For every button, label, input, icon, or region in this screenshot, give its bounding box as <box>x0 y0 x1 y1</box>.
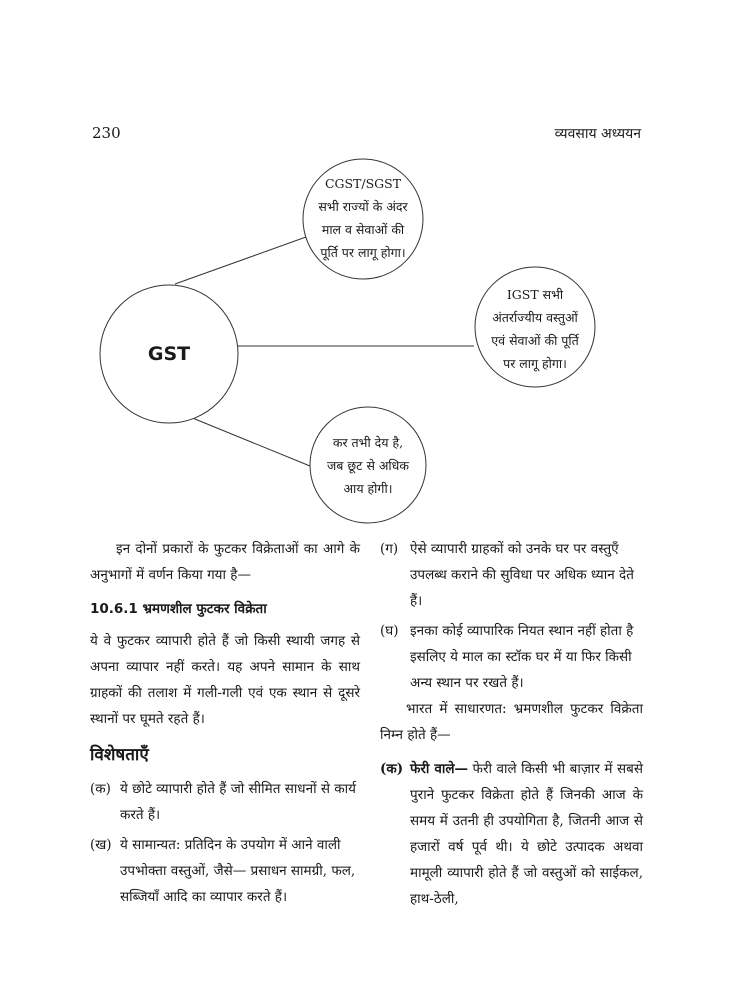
section-heading: 10.6.1 भ्रमणशील फुटकर विक्रेता <box>90 601 267 617</box>
list-text: ये सामान्यत: प्रतिदिन के उपयोग में आने वाली उपभोक्ता वस्तुओं, जैसे— प्रसाधन सामग्री, फल, सब्जियाँ आदि का व्यापार करते हैं। <box>120 837 356 905</box>
list-text: ऐसे व्यापारी ग्राहकों को उनके घर पर वस्तुएँ उपलब्ध कराने की सुविधा पर अधिक ध्यान देते हैं। <box>410 541 634 609</box>
list-marker: (ख) <box>90 837 112 853</box>
list-text: इनका कोई व्यापारिक नियत स्थान नहीं होता है इसलिए ये माल का स्टॉक घर में या फिर किसी अन्य स्थान पर रखते हैं। <box>410 623 634 691</box>
list-marker: (क) <box>380 761 404 777</box>
list-marker: (घ) <box>380 623 399 639</box>
section-paragraph: ये वे फुटकर व्यापारी होते हैं जो किसी स्थायी जगह से अपना व्यापार नहीं करते। यह अपने सामान के साथ ग्राहकों की तलाश में गली-गली एवं एक स्थान से दूसरे स्थानों पर घूमते रहते हैं। <box>90 633 360 727</box>
item-label: फेरी वाले— <box>410 761 469 777</box>
page-number: 230 <box>92 124 121 142</box>
connector-top <box>175 237 306 284</box>
list-marker: (क) <box>90 781 111 797</box>
top-circle-text <box>298 172 428 264</box>
top-circle-line: CGST/SGST <box>324 176 402 191</box>
list-marker: (ग) <box>380 541 399 557</box>
right-circle-line: एवं सेवाओं की पूर्ति <box>491 333 579 348</box>
list-text: ये छोटे व्यापारी होते हैं जो सीमित साधनों से कार्य करते हैं। <box>120 781 357 823</box>
list-item <box>90 832 360 910</box>
bottom-circle-line: जब छूट से अधिक <box>327 458 409 473</box>
list-item <box>380 756 643 912</box>
right-circle-line: पर लागू होगा। <box>503 356 567 371</box>
list-text <box>410 756 643 912</box>
right-circle-line: अंतर्राज्यीय वस्तुओं <box>492 310 578 325</box>
top-circle-line: पूर्ति पर लागू होगा। <box>320 245 406 260</box>
right-paragraph: भारत में साधारणत: भ्रमणशील फुटकर विक्रेता निम्न होते हैं— <box>380 701 643 743</box>
top-circle-line: माल व सेवाओं की <box>321 222 405 237</box>
top-circle-line: सभी राज्यों के अंदर <box>318 199 408 214</box>
connector-bottom <box>190 417 310 466</box>
list-item <box>380 618 643 696</box>
right-column <box>380 536 643 912</box>
left-column <box>90 536 360 910</box>
right-circle-line: IGST सभी <box>506 287 564 302</box>
list-item <box>90 776 360 828</box>
bottom-circle-text <box>308 431 428 500</box>
features-heading: विशेषताएँ <box>90 745 149 765</box>
bottom-circle-line: आय होगी। <box>343 481 393 496</box>
right-circle-text <box>470 283 600 375</box>
item-body: फेरी वाले किसी भी बाज़ार में सबसे पुराने फुटकर विक्रेता होते हैं जिनकी आज के समय में उतनी ही उपयोगिता है, जितनी आज से हजारों वर्ष पूर्व थी। ये छोटे उत्पादक अथवा मामूली व्यापारी होते हैं जो वस्तुओं को साईकल, हाथ-ठेली, <box>410 761 643 907</box>
gst-center-label: GST <box>147 343 191 365</box>
intro-paragraph: इन दोनों प्रकारों के फुटकर विक्रेताओं का आगे के अनुभागों में वर्णन किया गया है— <box>90 541 360 583</box>
bottom-circle-line: कर तभी देय है, <box>332 435 404 450</box>
list-item <box>380 536 643 614</box>
running-head: व्यवसाय अध्ययन <box>554 126 641 142</box>
